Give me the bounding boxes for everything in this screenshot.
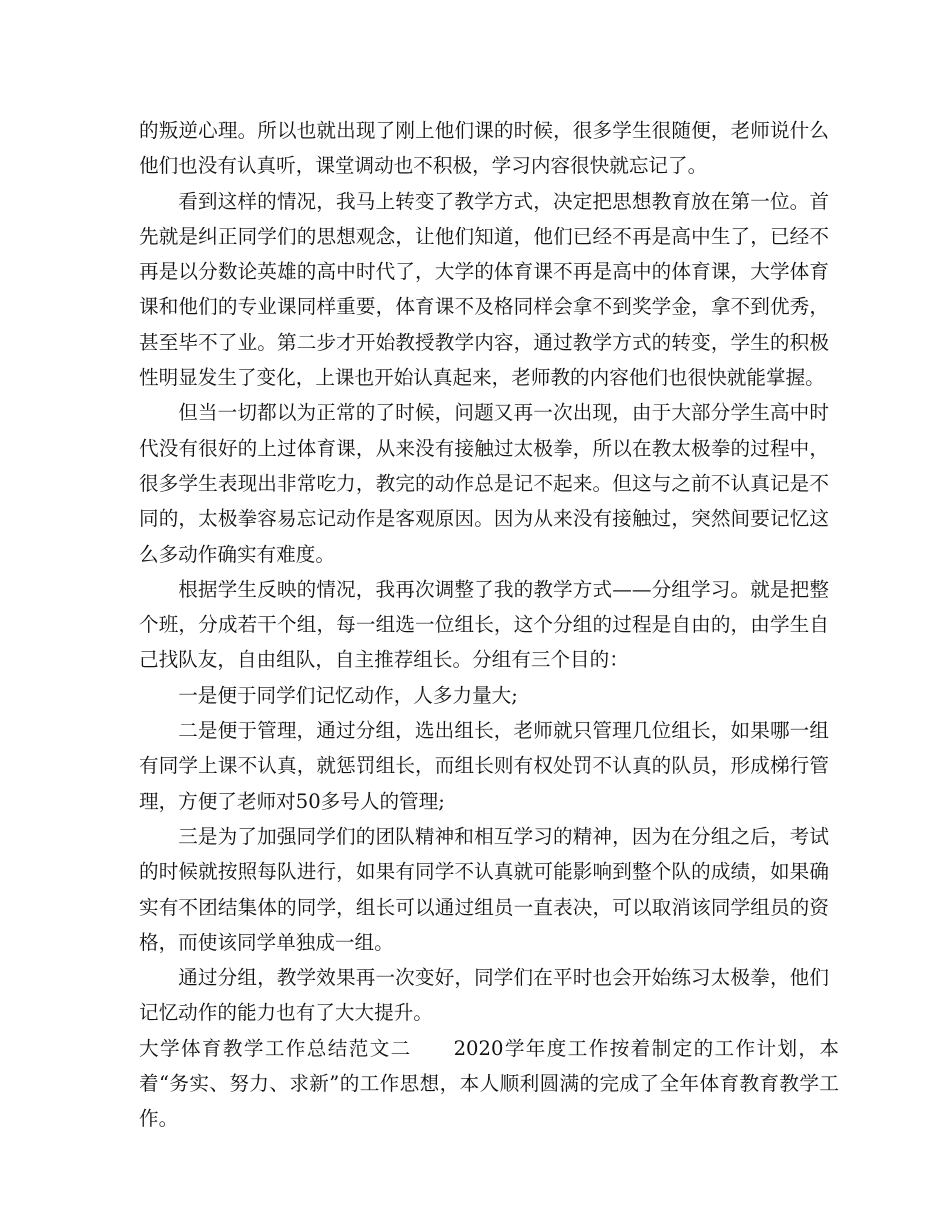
paragraph-sample-two: 大学体育教学工作总结范文二 2020学年度工作按着制定的工作计划，本着“务实、努力、求新”的工作思想，本人顺利圆满的完成了全年体育教育教学工作。 <box>139 1036 839 1131</box>
paragraph-purpose-two: 二是便于管理，通过分组，选出组长，老师就只管理几位组长，如果哪一组有同学上课不认真，就惩罚组长，而组长则有权处罚不认真的队员，形成梯行管理，方便了老师对50多号人的管理; <box>139 719 829 813</box>
paragraph-teaching-change: 看到这样的情况，我马上转变了教学方式，决定把思想教育放在第一位。首先就是纠正同学们的思想观念，让他们知道，他们已经不再是高中生了，已经不再是以分数论英雄的高中时代了，大学的体育课不再是高中的体育课，大学体育课和他们的专业课同样重要，体育课不及格同样会拿不到奖学金，拿不到优秀，甚至毕不了业。第二步才开始教授教学内容，通过教学方式的转变，学生的积极性明显发生了变化，上课也开始认真起来，老师教的内容他们也很快就能掌握。 <box>139 189 829 390</box>
paragraph-continuation: 的叛逆心理。所以也就出现了刚上他们课的时候，很多学生很随便，老师说什么他们也没有认真听，课堂调动也不积极，学习内容很快就忘记了。 <box>139 119 829 178</box>
paragraph-purpose-three: 三是为了加强同学们的团队精神和相互学习的精神，因为在分组之后，考试的时候就按照每队进行，如果有同学不认真就可能影响到整个队的成绩，如果确实有不团结集体的同学，组长可以通过组员一直表决，可以取消该同学组员的资格，而使该同学单独成一组。 <box>139 824 829 954</box>
document-body <box>139 113 839 1137</box>
paragraph-purpose-one: 一是便于同学们记忆动作，人多力量大; <box>178 683 518 707</box>
paragraph-result: 通过分组，教学效果再一次变好，同学们在平时也会开始练习太极拳，他们记忆动作的能力也有了大大提升。 <box>139 966 829 1025</box>
paragraph-group-learning: 根据学生反映的情况，我再次调整了我的教学方式——分组学习。就是把整个班，分成若干个组，每一组选一位组长，这个分组的过程是自由的，由学生自己找队友，自由组队，自主推荐组长。分组有三个目的： <box>139 577 829 672</box>
paragraph-problem-again: 但当一切都以为正常的了时候，问题又再一次出现，由于大部分学生高中时代没有很好的上过体育课，从来没有接触过太极拳，所以在教太极拳的过程中，很多学生表现出非常吃力，教完的动作总是记不起来。但这与之前不认真记是不同的，太极拳容易忘记动作是客观原因。因为从来没有接触过，突然间要记忆这么多动作确实有难度。 <box>139 401 829 566</box>
